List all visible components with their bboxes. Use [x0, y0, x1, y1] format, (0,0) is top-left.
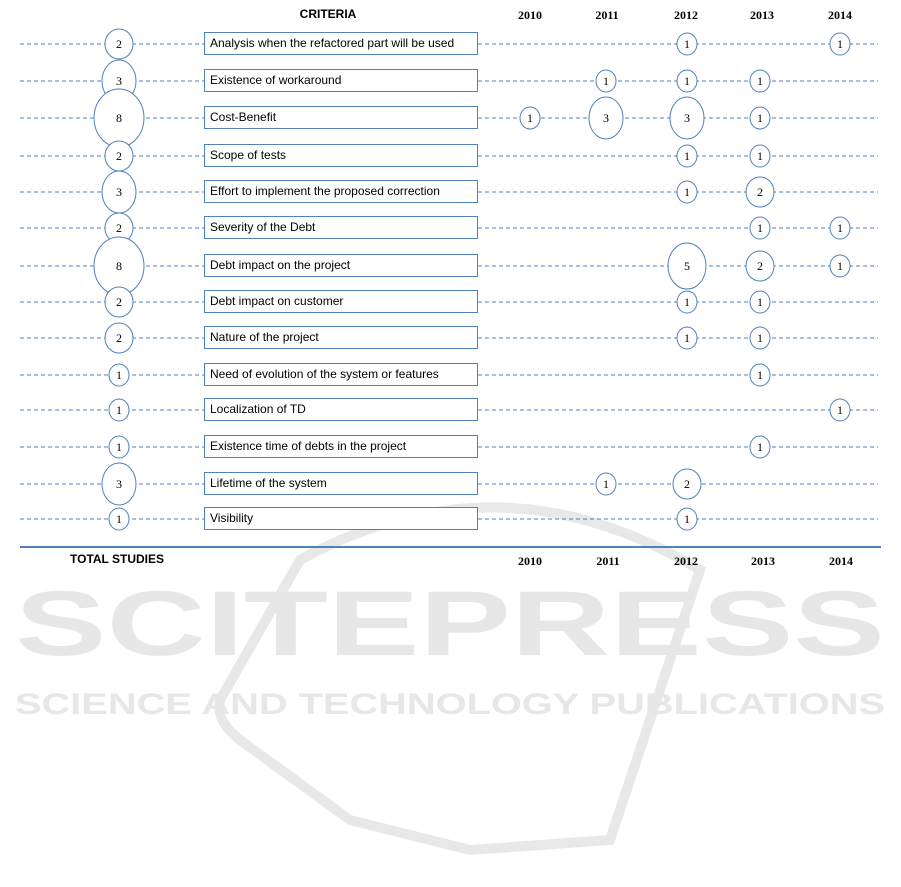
year-count-bubble-2014 [830, 217, 850, 239]
bubble-value: 1 [757, 331, 763, 345]
bubble-value: 1 [837, 403, 843, 417]
bubble-value: 1 [603, 74, 609, 88]
criterion-box: Analysis when the refactored part will be used [204, 32, 478, 55]
bubble-value: 8 [116, 259, 122, 273]
bubble-value: 2 [116, 149, 122, 163]
year-count-bubble-2012 [677, 70, 697, 92]
bubble-value: 1 [757, 74, 763, 88]
bubble-value: 3 [116, 74, 122, 88]
bubble-value: 1 [116, 512, 122, 526]
bubble-value: 1 [116, 403, 122, 417]
bubble-value: 2 [116, 37, 122, 51]
bubble-value: 1 [684, 149, 690, 163]
criterion-box: Existence of workaround [204, 69, 478, 92]
year-count-bubble-2014 [830, 33, 850, 55]
bubble-value: 1 [684, 331, 690, 345]
bubble-value: 1 [684, 512, 690, 526]
bubble-value: 1 [757, 111, 763, 125]
bottom-rule [20, 546, 881, 548]
year-count-bubble-2012 [673, 469, 701, 499]
year-header-2011: 2011 [595, 8, 619, 22]
criterion-box: Scope of tests [204, 144, 478, 167]
criterion-box: Visibility [204, 507, 478, 530]
year-count-bubble-2013 [750, 217, 770, 239]
bubble-value: 1 [684, 74, 690, 88]
year-count-bubble-2012 [677, 291, 697, 313]
year-header-2014: 2014 [828, 8, 852, 22]
bubble-value: 1 [837, 259, 843, 273]
bubble-value: 2 [684, 477, 690, 491]
year-footer-2011: 2011 [596, 554, 620, 568]
criterion-box: Severity of the Debt [204, 216, 478, 239]
criterion-box: Cost-Benefit [204, 106, 478, 129]
year-count-bubble-2012 [668, 243, 706, 289]
bubble-value: 3 [603, 111, 609, 125]
bubble-value: 3 [116, 477, 122, 491]
year-count-bubble-2012 [677, 145, 697, 167]
criterion-total-bubble [105, 29, 133, 59]
bubble-value: 1 [757, 149, 763, 163]
criterion-total-bubble [109, 399, 129, 421]
criterion-total-bubble [94, 237, 144, 295]
year-count-bubble-2013 [746, 251, 774, 281]
bubble-value: 1 [116, 368, 122, 382]
year-count-bubble-2013 [750, 107, 770, 129]
bubble-value: 2 [757, 259, 763, 273]
criterion-box: Existence time of debts in the project [204, 435, 478, 458]
year-footer-2012: 2012 [674, 554, 698, 568]
year-count-bubble-2013 [750, 145, 770, 167]
bubble-value: 1 [603, 477, 609, 491]
criterion-box: Effort to implement the proposed correction [204, 180, 478, 203]
criterion-total-bubble [102, 463, 136, 505]
year-count-bubble-2013 [746, 177, 774, 207]
bubble-value: 1 [684, 37, 690, 51]
year-count-bubble-2012 [677, 508, 697, 530]
bubble-value: 3 [684, 111, 690, 125]
bubble-value: 8 [116, 111, 122, 125]
criterion-total-bubble [94, 89, 144, 147]
bubble-value: 2 [116, 295, 122, 309]
watermark-subtitle: SCIENCE AND TECHNOLOGY PUBLICATIONS [15, 688, 885, 721]
criterion-box: Localization of TD [204, 398, 478, 421]
year-count-bubble-2013 [750, 291, 770, 313]
year-count-bubble-2010 [520, 107, 540, 129]
year-count-bubble-2014 [830, 399, 850, 421]
year-count-bubble-2012 [677, 327, 697, 349]
bubble-value: 1 [116, 440, 122, 454]
year-count-bubble-2013 [750, 70, 770, 92]
criterion-total-bubble [109, 364, 129, 386]
year-header-2012: 2012 [674, 8, 698, 22]
year-count-bubble-2011 [596, 473, 616, 495]
bubble-value: 1 [684, 185, 690, 199]
criterion-box: Lifetime of the system [204, 472, 478, 495]
year-header-2010: 2010 [518, 8, 542, 22]
watermark-title: SCITEPRESS [15, 573, 885, 675]
bubble-value: 1 [527, 111, 533, 125]
year-count-bubble-2014 [830, 255, 850, 277]
bubble-value: 2 [116, 331, 122, 345]
bubble-value: 1 [837, 221, 843, 235]
total-studies-label: TOTAL STUDIES [70, 552, 165, 566]
year-count-bubble-2012 [677, 33, 697, 55]
year-count-bubble-2013 [750, 327, 770, 349]
year-count-bubble-2011 [596, 70, 616, 92]
year-count-bubble-2013 [750, 364, 770, 386]
criteria-header: CRITERIA [299, 7, 357, 21]
bubble-value: 3 [116, 185, 122, 199]
criterion-total-bubble [105, 323, 133, 353]
criterion-total-bubble [109, 436, 129, 458]
year-count-bubble-2011 [589, 97, 623, 139]
bubble-value: 1 [757, 440, 763, 454]
bubble-value: 1 [757, 368, 763, 382]
year-header-2013: 2013 [750, 8, 774, 22]
year-count-bubble-2012 [677, 181, 697, 203]
criterion-total-bubble [102, 171, 136, 213]
bubble-value: 5 [684, 259, 690, 273]
criterion-box: Debt impact on customer [204, 290, 478, 313]
criterion-total-bubble [109, 508, 129, 530]
criterion-total-bubble [105, 287, 133, 317]
bubble-value: 1 [684, 295, 690, 309]
criterion-total-bubble [105, 141, 133, 171]
year-count-bubble-2013 [750, 436, 770, 458]
criterion-box: Need of evolution of the system or features [204, 363, 478, 386]
criterion-box: Nature of the project [204, 326, 478, 349]
year-count-bubble-2012 [670, 97, 704, 139]
bubble-value: 1 [757, 295, 763, 309]
criterion-box: Debt impact on the project [204, 254, 478, 277]
year-footer-2014: 2014 [829, 554, 853, 568]
year-footer-2010: 2010 [518, 554, 542, 568]
bubble-value: 2 [757, 185, 763, 199]
bubble-value: 2 [116, 221, 122, 235]
year-footer-2013: 2013 [751, 554, 775, 568]
bubble-value: 1 [837, 37, 843, 51]
bubble-value: 1 [757, 221, 763, 235]
